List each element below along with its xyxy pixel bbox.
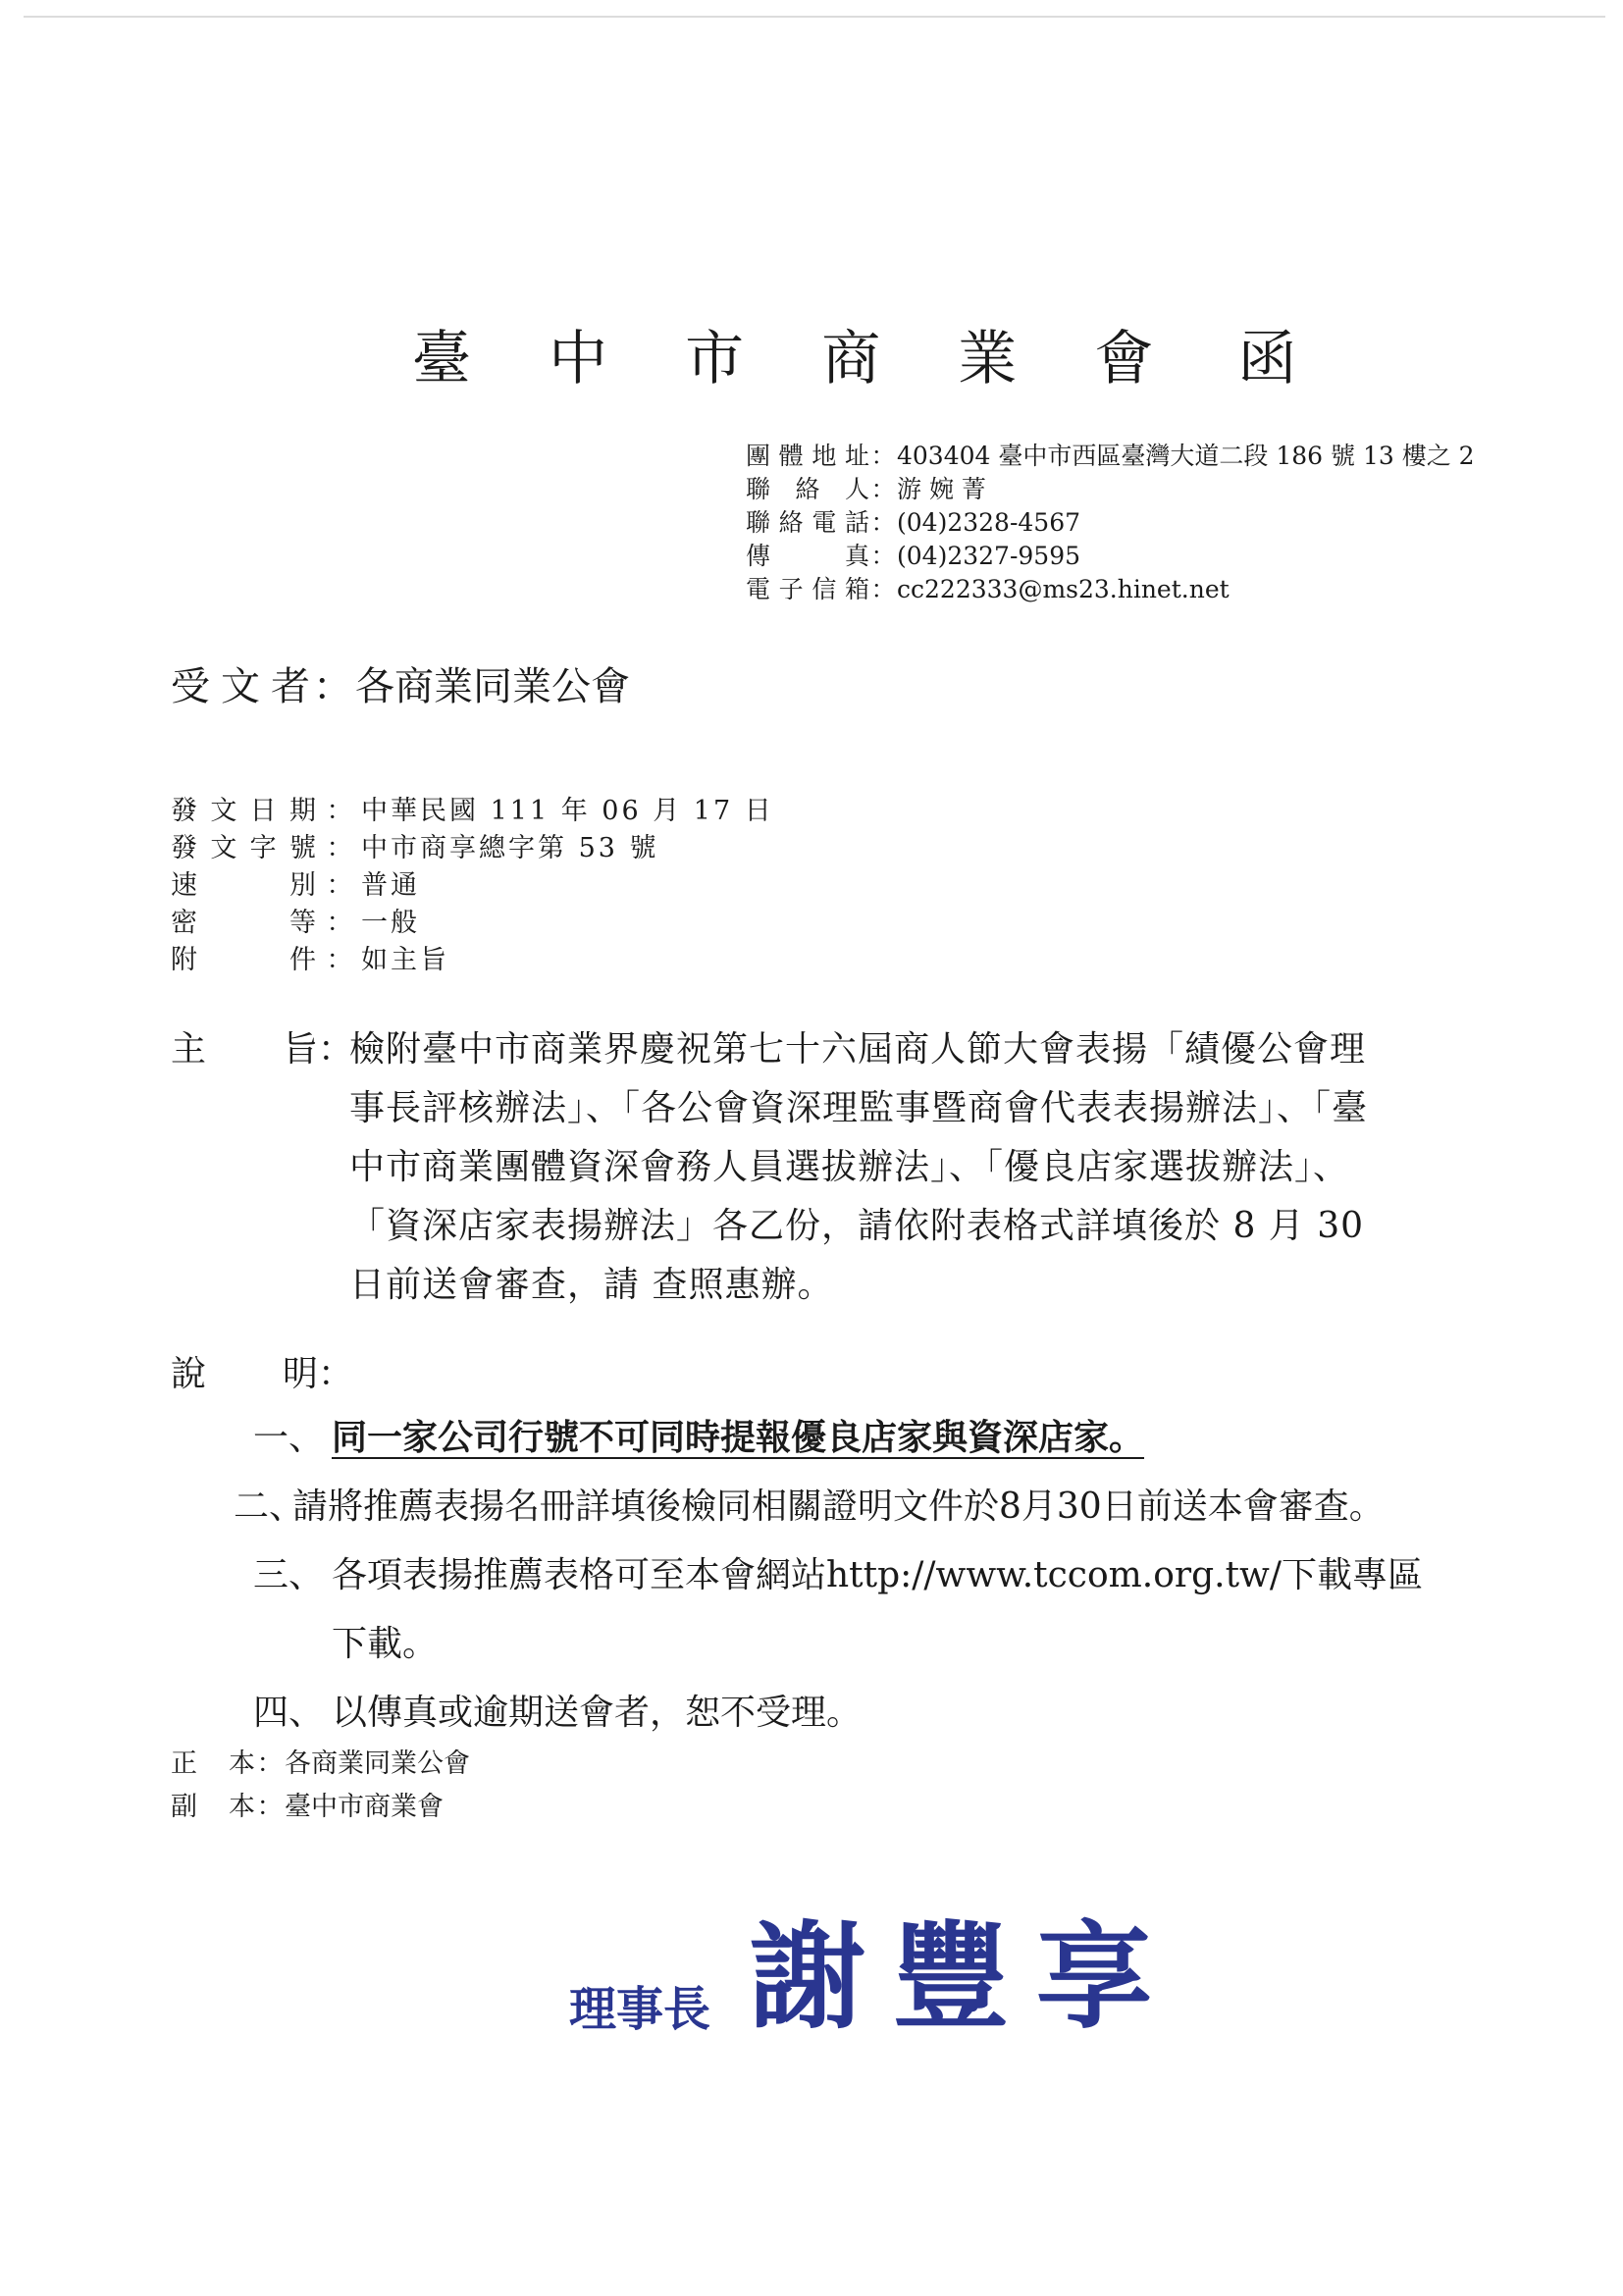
document-title bbox=[412, 312, 1326, 396]
contact-fax: 傳真 ： (04)2327-9595 bbox=[746, 542, 1081, 570]
contact-email: 電子信箱 ： cc222333@ms23.hinet.net bbox=[746, 575, 1230, 603]
copies-block bbox=[171, 1743, 470, 1829]
subject-line: 日前送會審查，請 查照惠辦。 bbox=[349, 1265, 834, 1305]
recipient: 受文者 ： 各商業同業公會 bbox=[171, 655, 630, 711]
subject-line: 中市商業團體資深會務人員選拔辦法」、「優良店家選拔辦法」、 bbox=[349, 1147, 1350, 1187]
list-item: 一、 同一家公司行號不可同時提報優良店家與資深店家。 bbox=[253, 1417, 1145, 1458]
subject-line: 檢附臺中市商業界慶祝第七十六屆商人節大會表揚「績優公會理 bbox=[349, 1029, 1367, 1070]
list-item: 二、請將推薦表揚名冊詳填後檢同相關證明文件於8月30日前送本會審查。 bbox=[234, 1487, 1385, 1527]
contact-block bbox=[746, 440, 1475, 606]
signature-title: 理事長 bbox=[569, 1982, 711, 2037]
signature-name: 謝豐享 bbox=[750, 1908, 1180, 2045]
subject-body bbox=[349, 1020, 1495, 1315]
contact-phone: 聯絡電話 ： (04)2328-4567 bbox=[746, 508, 1081, 537]
list-item: 四、 以傳真或逾期送會者，恕不受理。 bbox=[253, 1693, 863, 1733]
meta-speed: 速別 ： 普通 bbox=[171, 870, 420, 901]
document-meta bbox=[171, 793, 774, 979]
recipient-label: 受文者 bbox=[171, 664, 310, 709]
subject-label: 主旨 bbox=[171, 1029, 318, 1070]
subject-line: 「資深店家表揚辦法」各乙份，請依附表格式詳填後於 8 月 30 bbox=[349, 1206, 1365, 1246]
explanation-items bbox=[234, 1403, 1519, 1748]
meta-secrecy: 密等 ： 一般 bbox=[171, 908, 420, 938]
copy-original: 正本 ： 各商業同業公會 bbox=[171, 1748, 470, 1779]
doc-type: 函 bbox=[1237, 325, 1327, 393]
meta-doc-number: 發文字號 ： 中市商享總字第 53 號 bbox=[171, 833, 659, 863]
list-item: 三、 各項表揚推薦表格可至本會網站http://www.tccom.org.tw/下載專區 下載。 bbox=[253, 1555, 1423, 1664]
emphasized-rule: 同一家公司行號不可同時提報優良店家與資深店家。 bbox=[332, 1417, 1145, 1458]
subject-line: 事長評核辦法」、「各公會資深理監事暨商會代表表揚辦法」、「臺 bbox=[349, 1088, 1369, 1128]
recipient-value: 各商業同業公會 bbox=[355, 664, 630, 709]
contact-address: 團體地址 ： 403404 臺中市西區臺灣大道二段 186 號 13 樓之 2 bbox=[746, 442, 1475, 470]
copy-duplicate: 副本 ： 臺中市商業會 bbox=[171, 1792, 444, 1822]
contact-person: 聯絡人 ： 游 婉 菁 bbox=[746, 475, 986, 503]
subject-section: 主旨 ： 檢附臺中市商業界慶祝第七十六屆商人節大會表揚「績優公會理 事長評核辦法」、「各公會資深理監事暨商會代表表揚辦法」、「臺 中市商業團體資深會務人員選拔辦法」、「優良店家選拔辦法」、 「資深店家表揚辦法」各乙份，請依附表格式詳填後於 8 月 30 日前送會審查，請 查照惠辦。 bbox=[171, 1020, 1495, 1315]
scan-edge-line bbox=[24, 16, 1605, 18]
signature-stamp bbox=[569, 1884, 1179, 2051]
meta-attachment: 附件 ： 如主旨 bbox=[171, 945, 449, 975]
meta-date: 發文日期 ： 中華民國 111 年 06 月 17 日 bbox=[171, 796, 774, 826]
explanation-label: 說明 bbox=[171, 1354, 318, 1394]
explanation-heading: 說明 ： bbox=[171, 1346, 349, 1396]
org-name: 臺 中 市 商 業 會 bbox=[412, 325, 1183, 393]
